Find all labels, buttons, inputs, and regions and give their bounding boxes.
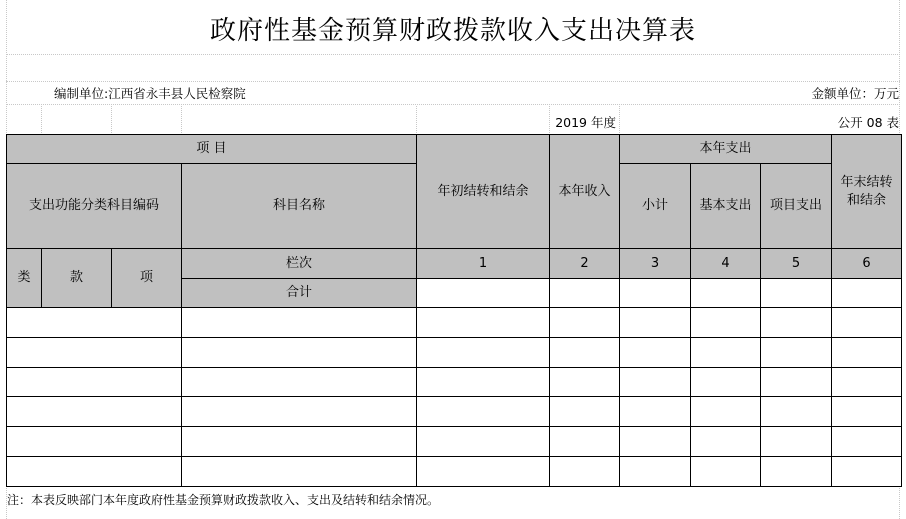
grid-line [6,54,900,55]
table-cell[interactable] [549,367,619,397]
total-cell[interactable] [690,278,760,307]
budget-table [6,134,901,486]
table-cell[interactable] [760,426,831,456]
column-index-1: 1 [416,248,549,278]
total-cell[interactable] [760,278,831,307]
total-cell[interactable] [831,278,901,307]
table-cell[interactable] [760,367,831,397]
table-cell[interactable] [6,307,181,337]
func-code-header: 支出功能分类科目编码 [6,163,181,248]
column-index-3: 3 [619,248,690,278]
project-expense-header: 项目支出 [760,163,831,248]
table-cell[interactable] [6,456,181,486]
table-cell[interactable] [690,396,760,426]
table-cell[interactable] [760,396,831,426]
table-cell[interactable] [181,456,416,486]
table-cell[interactable] [6,426,181,456]
grid-line [111,106,112,133]
table-cell[interactable] [831,456,901,486]
amount-unit: 金额单位：万元 [811,86,899,101]
table-cell[interactable] [181,337,416,367]
table-cell[interactable] [760,337,831,367]
grid-line [6,81,900,82]
table-cell[interactable] [619,307,690,337]
column-index-5: 5 [760,248,831,278]
total-cell[interactable] [619,278,690,307]
footnote: 注：本表反映部门本年度政府性基金预算财政拨款收入、支出及结转和结余情况。 [7,493,440,507]
table-cell[interactable] [760,307,831,337]
lei-header: 类 [6,248,41,307]
table-cell[interactable] [181,396,416,426]
table-cell[interactable] [181,307,416,337]
basic-expense-header: 基本支出 [690,163,760,248]
table-cell[interactable] [619,426,690,456]
subject-name-header: 科目名称 [181,163,416,248]
table-cell[interactable] [181,426,416,456]
subtotal-header: 小计 [619,163,690,248]
table-cell[interactable] [831,367,901,397]
grid-line [6,104,900,105]
table-cell[interactable] [416,337,549,367]
table-cell[interactable] [181,367,416,397]
total-label: 合计 [181,278,416,307]
table-cell[interactable] [416,426,549,456]
report-title: 政府性基金预算财政拨款收入支出决算表 [209,16,696,46]
kuan-header: 款 [41,248,111,307]
table-cell[interactable] [6,367,181,397]
total-cell[interactable] [549,278,619,307]
table-cell[interactable] [831,396,901,426]
table-cell[interactable] [619,337,690,367]
table-cell[interactable] [549,337,619,367]
table-cell[interactable] [690,456,760,486]
income-header: 本年收入 [549,134,619,248]
table-cell[interactable] [619,367,690,397]
table-border [6,486,902,487]
table-cell[interactable] [690,337,760,367]
table-cell[interactable] [831,426,901,456]
grid-line [416,106,417,133]
table-cell[interactable] [690,426,760,456]
table-cell[interactable] [831,337,901,367]
table-cell[interactable] [549,426,619,456]
table-cell[interactable] [416,367,549,397]
table-cell[interactable] [416,307,549,337]
end-balance-header: 年末结转和结余 [831,134,901,248]
grid-line [619,106,620,133]
table-cell[interactable] [549,396,619,426]
table-cell[interactable] [6,396,181,426]
column-index-2: 2 [549,248,619,278]
column-index-4: 4 [690,248,760,278]
table-cell[interactable] [416,396,549,426]
report-year: 2019 年度 [555,115,616,130]
column-index-6: 6 [831,248,901,278]
table-cell[interactable] [6,337,181,367]
table-code: 公开 08 表 [837,115,899,130]
expense-group-header: 本年支出 [619,134,831,163]
table-cell[interactable] [549,456,619,486]
table-cell[interactable] [619,456,690,486]
xiang-header: 项 [111,248,181,307]
table-cell[interactable] [831,307,901,337]
grid-line [181,106,182,133]
table-cell[interactable] [549,307,619,337]
table-cell[interactable] [619,396,690,426]
column-index-label: 栏次 [181,248,416,278]
total-cell[interactable] [416,278,549,307]
item-header: 项 目 [6,134,416,163]
begin-balance-header: 年初结转和结余 [416,134,549,248]
grid-line [41,106,42,133]
table-border [901,134,902,486]
table-cell[interactable] [416,456,549,486]
table-cell[interactable] [760,456,831,486]
table-cell[interactable] [690,367,760,397]
compiling-unit: 编制单位:江西省永丰县人民检察院 [54,86,246,101]
table-cell[interactable] [690,307,760,337]
